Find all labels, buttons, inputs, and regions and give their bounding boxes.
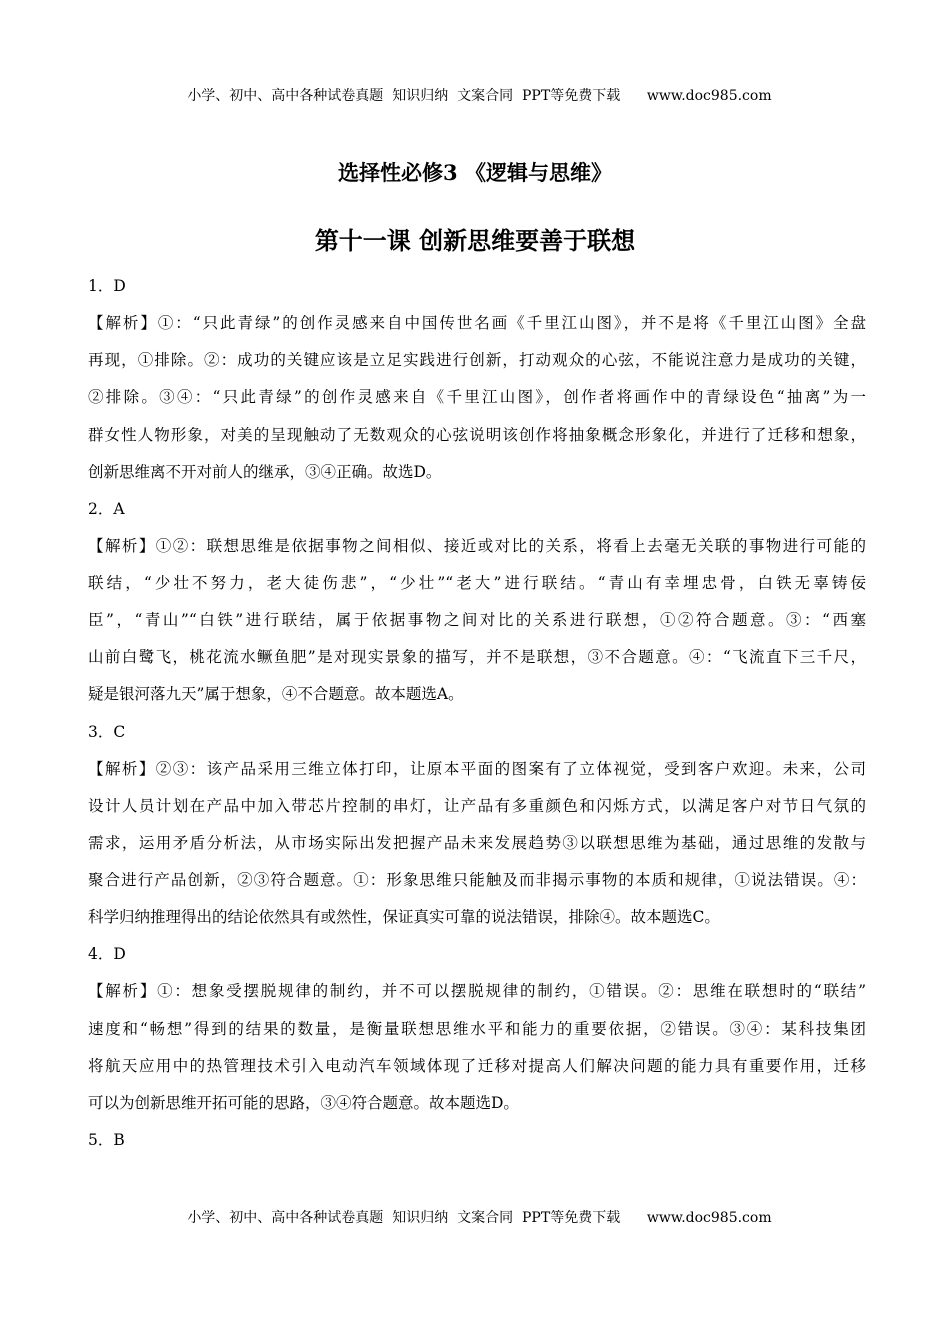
explanation-line: 将航天应用中的热管理技术引入电动汽车领域体现了迁移对提高人们解决问题的能力具有重要作用，迁移 xyxy=(88,1056,866,1075)
explanation-line: 【解析】①②：联想思维是依据事物之间相似、接近或对比的关系，将看上去毫无关联的事物进行可能的 xyxy=(88,536,866,555)
answer-number: 5．B xyxy=(88,1130,125,1149)
document-title: 选择性必修3 《逻辑与思维》 xyxy=(338,160,612,185)
explanation-line: 速度和“畅想”得到的结果的数量，是衡量联想思维水平和能力的重要依据，②错误。③④：某科技集团 xyxy=(88,1019,866,1038)
explanation-line: 【解析】①：想象受摆脱规律的制约，并不可以摆脱规律的制约，①错误。②：思维在联想时的“联结” xyxy=(88,982,866,1001)
explanation-line: 科学归纳推理得出的结论依然具有或然性，保证真实可靠的说法错误，排除④。故本题选C。 xyxy=(88,908,720,927)
explanation-line: 【解析】①：“只此青绿”的创作灵感来自中国传世名画《千里江山图》，并不是将《千里江山图》全盘 xyxy=(88,314,866,333)
page-header xyxy=(0,69,950,105)
answer-list xyxy=(88,268,866,1159)
explanation-line: 山前白鹭飞，桃花流水鳜鱼肥”是对现实景象的描写，并不是联想，③不合题意。④：“飞流直下三千尺， xyxy=(88,648,866,667)
answer-number: 4．D xyxy=(88,945,126,964)
explanation-line: 联结，“少壮不努力，老大徒伤悲”，“少壮”“老大”进行联结。“青山有幸埋忠骨，白铁无辜铸佞 xyxy=(88,574,866,592)
answer-number: 3．C xyxy=(88,722,126,741)
footer-site-link[interactable]: www.doc985.com xyxy=(646,1210,772,1226)
answer-number: 2．A xyxy=(88,499,125,518)
footer-text: 小学、初中、高中各种试卷真题 知识归纳 文案合同 PPT等免费下载 xyxy=(187,1210,621,1226)
answer-number: 1．D xyxy=(88,277,126,295)
explanation-line: 群女性人物形象，对美的呈现触动了无数观众的心弦说明该创作将抽象概念形象化，并进行了迁移和想象， xyxy=(88,425,866,444)
explanation-line: 需求，运用矛盾分析法，从市场实际出发把握产品未来发展趋势③以联想思维为基础，通过思维的发散与 xyxy=(88,833,866,852)
page-footer xyxy=(0,1191,950,1227)
explanation-line: 设计人员计划在产品中加入带芯片控制的串灯，让产品有多重颜色和闪烁方式，以满足客户对节日气氛的 xyxy=(88,796,866,815)
explanation-line: 再现，①排除。②：成功的关键应该是立足实践进行创新，打动观众的心弦，不能说注意力是成功的关键， xyxy=(88,351,866,370)
explanation-line: 创新思维离不开对前人的继承，③④正确。故选D。 xyxy=(88,462,442,481)
explanation-line: ②排除。③④：“只此青绿”的创作灵感来自《千里江山图》，创作者将画作中的青绿设色“抽离”为一 xyxy=(88,388,866,407)
header-site-link[interactable]: www.doc985.com xyxy=(646,88,772,104)
header-text: 小学、初中、高中各种试卷真题 知识归纳 文案合同 PPT等免费下载 xyxy=(187,88,621,104)
explanation-line: 【解析】②③：该产品采用三维立体打印，让原本平面的图案有了立体视觉，受到客户欢迎。未来，公司 xyxy=(88,759,866,778)
explanation-line: 疑是银河落九天”属于想象，④不合题意。故本题选A。 xyxy=(88,685,464,704)
explanation-line: 可以为创新思维开拓可能的思路，③④符合题意。故本题选D。 xyxy=(88,1093,519,1112)
lesson-title: 第十一课 创新思维要善于联想 xyxy=(314,226,636,255)
explanation-line: 臣”，“青山”“白铁”进行联结，属于依据事物之间对比的关系进行联想，①②符合题意。③：“西塞 xyxy=(88,611,866,630)
explanation-line: 聚合进行产品创新，②③符合题意。①：形象思维只能触及而非揭示事物的本质和规律，①说法错误。④： xyxy=(88,871,866,889)
